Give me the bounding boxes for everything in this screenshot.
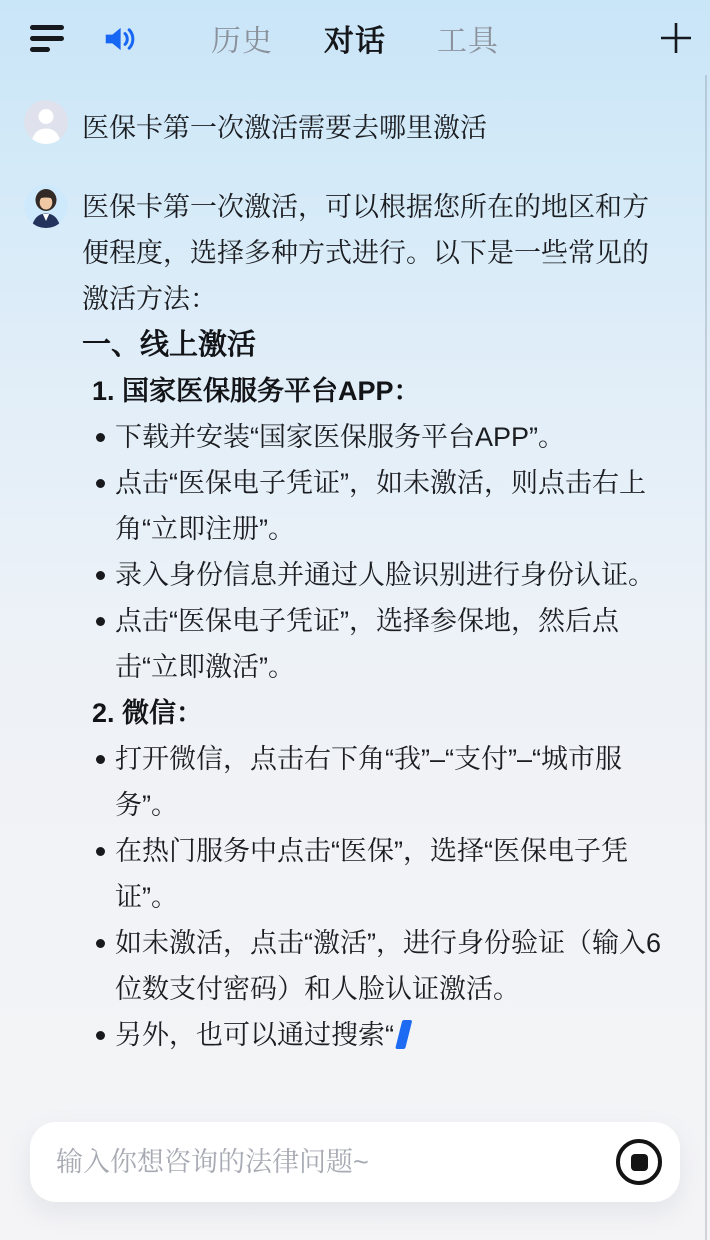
- list-item: 在热门服务中点击“医保”，选择“医保电子凭证”。: [82, 828, 664, 920]
- list-item: 点击“医保电子凭证”，选择参保地，然后点击“立即激活”。: [82, 598, 664, 690]
- assistant-avatar: [24, 184, 68, 228]
- user-avatar: [24, 100, 68, 144]
- item-number: 2.: [92, 698, 115, 728]
- assistant-message-body: [82, 184, 664, 1058]
- bullet-list-app: [82, 414, 664, 690]
- item-title: 微信：: [122, 698, 203, 728]
- user-message: [24, 100, 664, 151]
- tab-bar: [211, 0, 499, 76]
- user-message-text: 医保卡第一次激活需要去哪里激活: [82, 113, 487, 143]
- message-composer: [30, 1122, 680, 1202]
- item-title: 国家医保服务平台APP：: [122, 376, 421, 406]
- section-heading-online: 一、线上激活: [82, 329, 257, 361]
- typing-caret-icon: [395, 1020, 412, 1049]
- list-item: 下载并安装“国家医保服务平台APP”。: [82, 414, 664, 460]
- numbered-item-app: [82, 368, 664, 414]
- top-nav-bar: [0, 0, 710, 76]
- item-number: 1.: [92, 376, 115, 406]
- stop-generation-button[interactable]: [616, 1139, 662, 1185]
- scrollbar-track[interactable]: [705, 75, 707, 1240]
- plus-icon[interactable]: [658, 20, 694, 56]
- tab-tools[interactable]: 工具: [437, 25, 499, 58]
- numbered-item-wechat: [82, 690, 664, 736]
- speaker-icon[interactable]: [100, 20, 140, 58]
- chat-area: [24, 100, 664, 1058]
- question-input[interactable]: [56, 1147, 616, 1178]
- list-item-streaming: 另外，也可以通过搜索“: [82, 1012, 664, 1058]
- bullet-list-wechat: [82, 736, 664, 1058]
- menu-icon[interactable]: [30, 25, 64, 52]
- stop-icon: [631, 1154, 648, 1171]
- list-item: 如未激活，点击“激活”，进行身份验证（输入6位数支付密码）和人脸认证激活。: [82, 920, 664, 1012]
- list-item: 打开微信，点击右下角“我”–“支付”–“城市服务”。: [82, 736, 664, 828]
- list-item: 录入身份信息并通过人脸识别进行身份认证。: [82, 552, 664, 598]
- assistant-message: [24, 184, 664, 1058]
- tab-history[interactable]: 历史: [211, 25, 273, 58]
- assistant-intro: 医保卡第一次激活，可以根据您所在的地区和方便程度，选择多种方式进行。以下是一些常见的激活方法：: [82, 192, 649, 314]
- list-item: 点击“医保电子凭证”，如未激活，则点击右上角“立即注册”。: [82, 460, 664, 552]
- tab-conversation[interactable]: 对话: [324, 25, 386, 58]
